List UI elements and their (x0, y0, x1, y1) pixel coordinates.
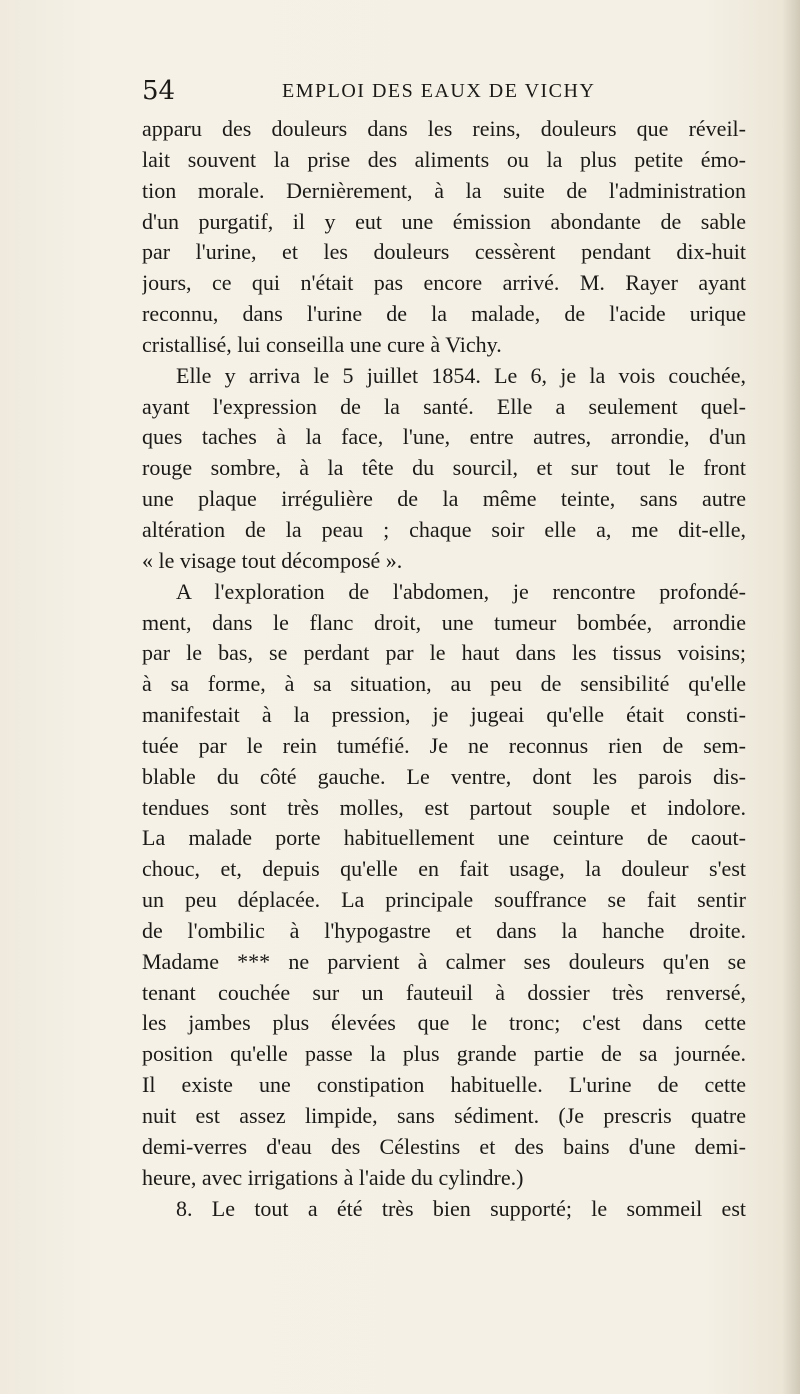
text-line: position qu'elle passe la plus grande partie de sa journée. (142, 1041, 746, 1067)
running-title: EMPLOI DES EAUX DE VICHY (282, 80, 596, 102)
text-line: par l'urine, et les douleurs cessèrent pendant dix-huit (142, 239, 746, 265)
text-line: jours, ce qui n'était pas encore arrivé. M. Rayer ayant (142, 270, 746, 296)
body-text (142, 114, 746, 1224)
text-line: rouge sombre, à la tête du sourcil, et sur tout le front (142, 455, 746, 481)
text-line: une plaque irrégulière de la même teinte, sans autre (142, 486, 746, 512)
text-line: blable du côté gauche. Le ventre, dont les parois dis- (142, 763, 746, 789)
text-line: demi-verres d'eau des Célestins et des bains d'une demi- (142, 1133, 746, 1159)
text-line: altération de la peau ; chaque soir elle a, me dit-elle, (142, 516, 746, 542)
text-line: lait souvent la prise des aliments ou la plus petite émo- (142, 146, 746, 172)
text-line: apparu des douleurs dans les reins, douleurs que réveil- (142, 116, 746, 141)
text-line: d'un purgatif, il y eut une émission abondante de sable (142, 208, 746, 234)
text-line: reconnu, dans l'urine de la malade, de l'acide urique (142, 301, 746, 327)
text-line: ques taches à la face, l'une, entre autres, arrondie, d'un (142, 424, 746, 450)
page-number: 54 (142, 76, 176, 106)
text-line: La malade porte habituellement une ceinture de caout- (142, 825, 746, 851)
text-line: tuée par le rein tuméfié. Je ne reconnus rien de sem- (142, 732, 746, 758)
text-line: A l'exploration de l'abdomen, je rencontre profondé- (176, 578, 746, 604)
text-line: Elle y arriva le 5 juillet 1854. Le 6, je la vois couchée, (176, 362, 746, 388)
text-line: de l'ombilic à l'hypogastre et dans la hanche droite. (142, 917, 746, 943)
text-line: 8. Le tout a été très bien supporté; le sommeil est (176, 1195, 746, 1221)
text-line: nuit est assez limpide, sans sédiment. (Je prescris quatre (142, 1103, 746, 1128)
text-line: chouc, et, depuis qu'elle en fait usage, la douleur s'est (142, 856, 746, 882)
text-line: par le bas, se perdant par le haut dans les tissus voisins; (142, 640, 746, 666)
text-line: ayant l'expression de la santé. Elle a seulement quel- (142, 393, 746, 419)
text-line: tion morale. Dernièrement, à la suite de l'administration (142, 177, 746, 203)
page-header (142, 76, 742, 116)
text-line: un peu déplacée. La principale souffrance se fait sentir (142, 887, 746, 913)
text-line: Il existe une constipation habituelle. L'urine de cette (142, 1072, 746, 1098)
text-line: à sa forme, à sa situation, au peu de sensibilité qu'elle (142, 671, 746, 697)
text-line: tenant couchée sur un fauteuil à dossier très renversé, (142, 979, 746, 1005)
text-line: les jambes plus élevées que le tronc; c'est dans cette (142, 1010, 746, 1036)
text-line: tendues sont très molles, est partout souple et indolore. (142, 794, 746, 820)
text-line: heure, avec irrigations à l'aide du cylindre.) (142, 1164, 524, 1190)
text-line: manifestait à la pression, je jugeai qu'elle était consti- (142, 702, 746, 728)
text-line: « le visage tout décomposé ». (142, 547, 403, 573)
text-line: ment, dans le flanc droit, une tumeur bombée, arrondie (142, 609, 746, 635)
text-line: cristallisé, lui conseilla une cure à Vichy. (142, 331, 502, 357)
page-edge-shadow (782, 0, 800, 1394)
text-line: Madame *** ne parvient à calmer ses douleurs qu'en se (142, 948, 746, 974)
